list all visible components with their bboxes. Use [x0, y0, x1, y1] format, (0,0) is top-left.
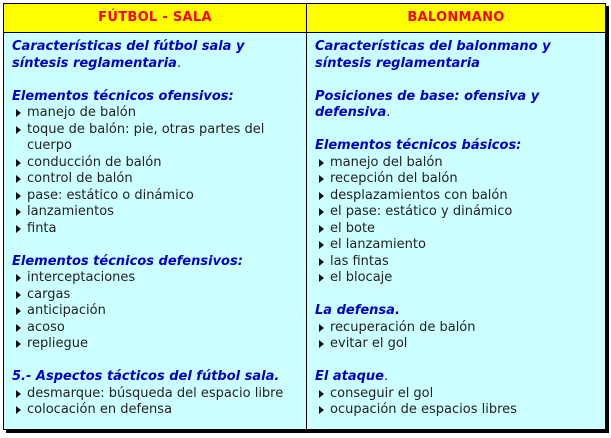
list-item: desplazamientos con balón	[315, 188, 599, 205]
list-item: el blocaje	[315, 270, 599, 287]
list-item: colocación en defensa	[12, 402, 300, 419]
offensive-elements-list	[12, 105, 300, 237]
list-item: interceptaciones	[12, 270, 300, 287]
defense-list	[315, 320, 599, 353]
tactical-aspects-title: 5.- Aspectos tácticos del fútbol sala.	[12, 369, 280, 384]
basic-elements-list	[315, 155, 599, 287]
list-item: manejo de balón	[12, 105, 300, 122]
basic-elements-title: Elementos técnicos básicos:	[315, 138, 522, 153]
base-positions-title: Posiciones de base: ofensiva y defensiva.	[315, 88, 540, 120]
defense-title: La defensa.	[315, 303, 400, 318]
list-item: recuperación de balón	[315, 320, 599, 337]
offensive-elements-title: Elementos técnicos ofensivos:	[12, 88, 234, 104]
list-item: conseguir el gol	[315, 386, 599, 403]
list-item: pase: estático o dinámico	[12, 188, 300, 205]
list-item: cargas	[12, 287, 300, 304]
content-table	[3, 3, 606, 430]
balonmano-column	[307, 4, 605, 429]
list-item: manejo del balón	[315, 155, 599, 172]
list-item: las fintas	[315, 254, 599, 271]
list-item: anticipación	[12, 303, 300, 320]
futbol-sala-header: FÚTBOL - SALA	[4, 4, 306, 33]
balonmano-header: BALONMANO	[307, 4, 605, 33]
list-item: ocupación de espacios libres	[315, 402, 599, 419]
list-item: desmarque: búsqueda del espacio libre	[12, 386, 300, 403]
attack-list	[315, 386, 599, 419]
list-item: evitar el gol	[315, 336, 599, 353]
list-item: el pase: estático y dinámico	[315, 204, 599, 221]
list-item: finta	[12, 221, 300, 238]
balonmano-intro: Características del balonmano y síntesis reglamentaria	[315, 39, 551, 71]
defensive-elements-title: Elementos técnicos defensivos:	[12, 253, 243, 269]
list-item: conducción de balón	[12, 155, 300, 172]
futbol-sala-intro: Características del fútbol sala y síntesis reglamentaria.	[12, 39, 245, 71]
list-item: recepción del balón	[315, 171, 599, 188]
list-item: lanzamientos	[12, 204, 300, 221]
list-item: toque de balón: pie, otras partes del cuerpo	[12, 122, 300, 155]
attack-title: El ataque.	[315, 369, 389, 384]
tactical-aspects-list	[12, 386, 300, 419]
list-item: acoso	[12, 320, 300, 337]
list-item: control de balón	[12, 171, 300, 188]
list-item: repliegue	[12, 336, 300, 353]
list-item: el lanzamiento	[315, 237, 599, 254]
futbol-sala-column	[4, 4, 307, 429]
list-item: el bote	[315, 221, 599, 238]
defensive-elements-list	[12, 270, 300, 353]
